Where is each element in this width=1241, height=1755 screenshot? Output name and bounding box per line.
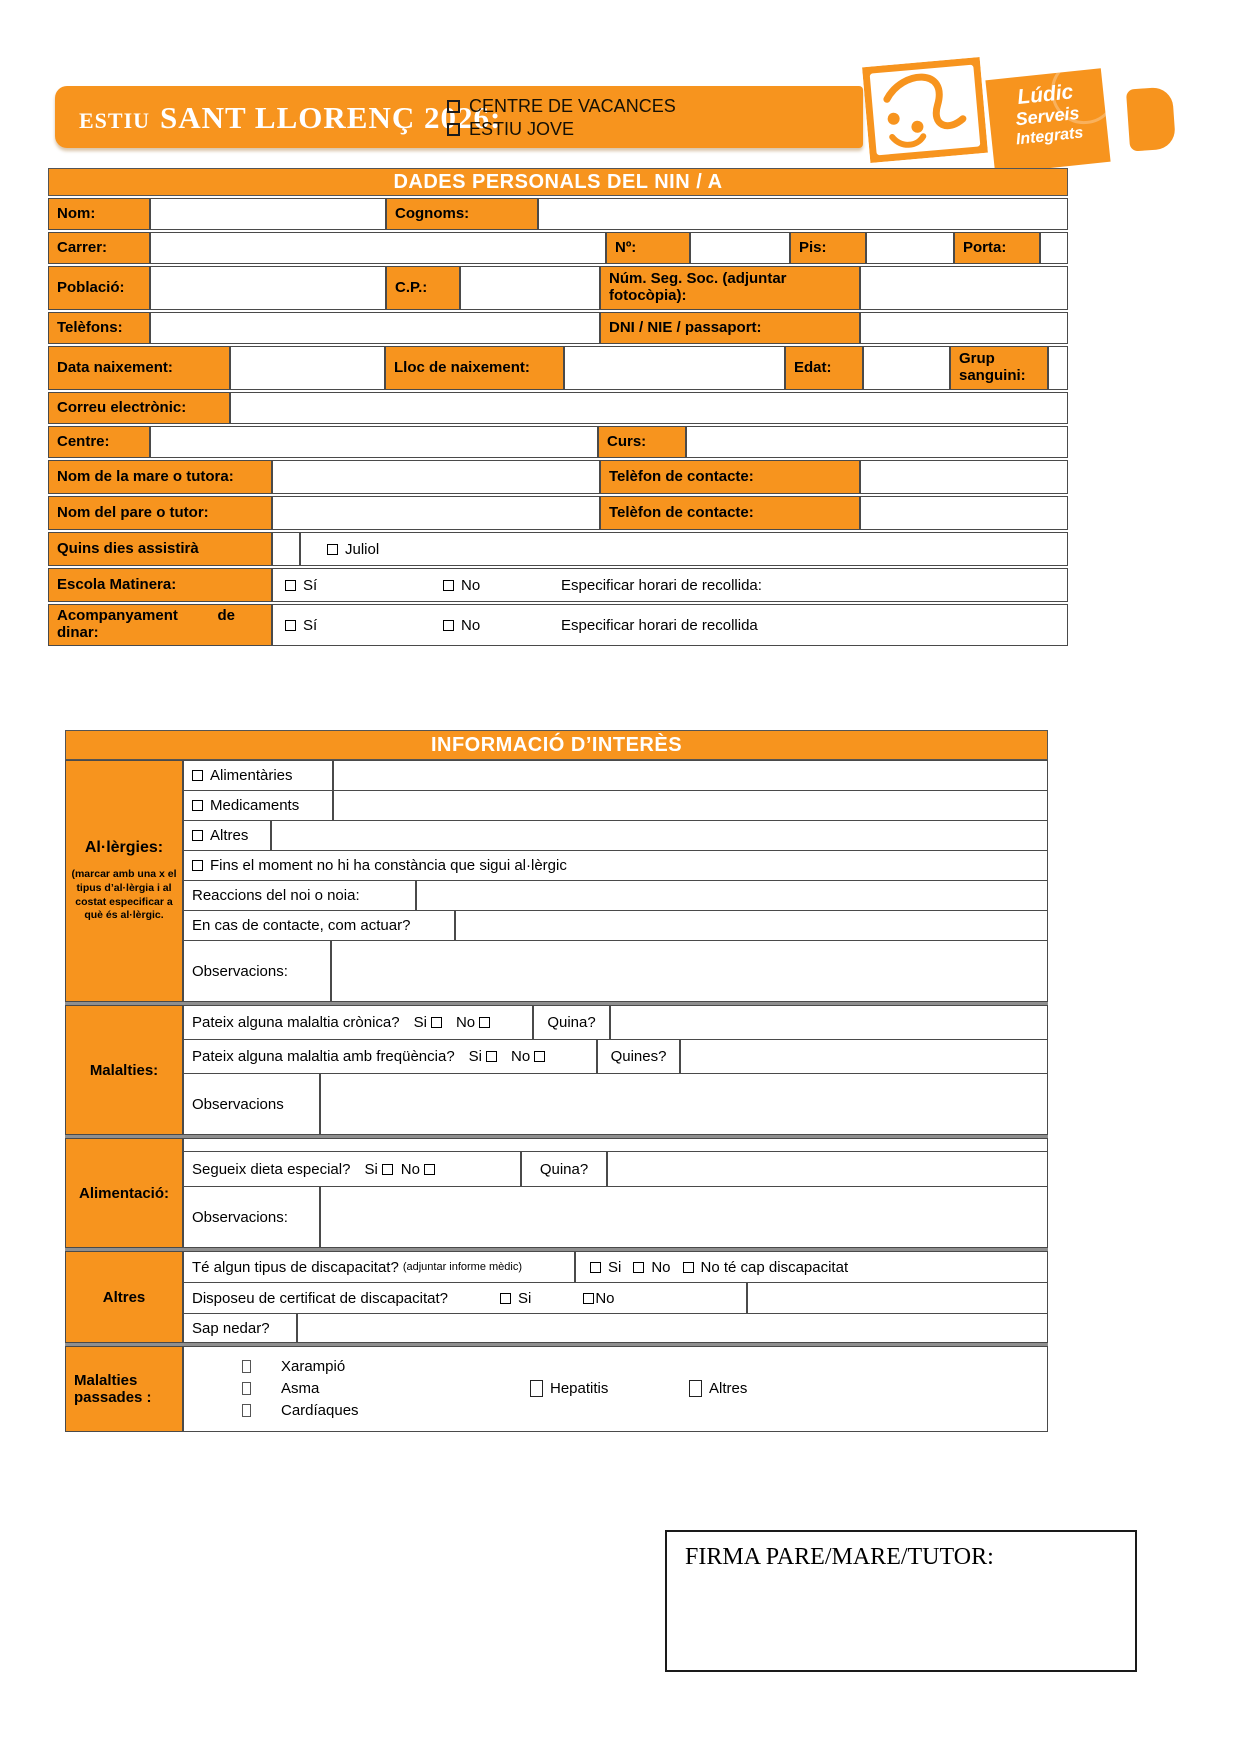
- dieta-especial-label: Segueix dieta especial?: [192, 1160, 351, 1178]
- si-option: Si: [414, 1014, 442, 1031]
- quina-label: Quina?: [533, 1005, 610, 1040]
- contacte-actuar-label: En cas de contacte, com actuar?: [183, 910, 455, 941]
- logo-face-icon: [862, 57, 988, 163]
- observacions-malalties-input[interactable]: [320, 1073, 1048, 1135]
- telefon-contacte-mare-label: Telèfon de contacte:: [600, 460, 860, 494]
- no-checkbox[interactable]: [424, 1164, 435, 1175]
- observacions-malalties-label: Observacions: [183, 1073, 320, 1135]
- escola-matinera-label: Escola Matinera:: [48, 568, 272, 602]
- observacions-allergies-label: Observacions:: [183, 940, 331, 1002]
- illnesses-label-cell: [65, 1005, 183, 1135]
- correu-label: Correu electrònic:: [48, 392, 230, 424]
- malaltia-cronica-label: Pateix alguna malaltia crònica?: [192, 1014, 400, 1031]
- option-label: ESTIU JOVE: [469, 119, 575, 139]
- diet-title: Alimentació:: [78, 1184, 169, 1202]
- option-label: CENTRE DE VACANCES: [469, 96, 676, 116]
- past-illnesses-title: Malalties passades :: [74, 1372, 152, 1406]
- grup-sanguini-label: Grup sanguini:: [950, 346, 1048, 390]
- logo-line: Serveis: [1014, 102, 1081, 130]
- cap-allergia-option: [183, 850, 1048, 881]
- allergies-label-cell: [65, 760, 183, 1002]
- row-nom: [48, 198, 1068, 230]
- cp-input[interactable]: [460, 266, 600, 310]
- edat-input[interactable]: [863, 346, 950, 390]
- si-checkbox[interactable]: [382, 1164, 393, 1175]
- row-acompanyament: [48, 604, 1068, 646]
- no-checkbox[interactable]: [534, 1051, 545, 1062]
- illnesses-block: [65, 1005, 1048, 1135]
- altres-checkbox[interactable]: [192, 830, 203, 841]
- si-option: Si: [590, 1259, 621, 1276]
- correu-input[interactable]: [230, 392, 1068, 424]
- lloc-naixement-input[interactable]: [564, 346, 785, 390]
- si-checkbox[interactable]: [285, 620, 296, 631]
- row-observacions-malalties: [183, 1073, 1048, 1135]
- cognoms-input[interactable]: [538, 198, 1068, 230]
- pis-label: Pis:: [790, 232, 866, 264]
- lloc-naixement-label: Lloc de naixement:: [385, 346, 564, 390]
- info-table: [65, 730, 1048, 1432]
- allergies-block: [65, 760, 1048, 1002]
- si-checkbox[interactable]: [590, 1262, 601, 1273]
- row-escola-matinera: [48, 568, 1068, 602]
- no-cap-checkbox[interactable]: [683, 1262, 694, 1273]
- no-checkbox[interactable]: [443, 580, 454, 591]
- si-label: Sí: [303, 576, 318, 594]
- altres-option: [183, 820, 271, 851]
- quins-dies-label: Quins dies assistirà: [48, 532, 272, 566]
- altres-label: Altres: [210, 827, 249, 844]
- signature-box[interactable]: [665, 1530, 1137, 1672]
- xarampio-checkbox[interactable]: [242, 1360, 251, 1373]
- title-main: SANT LLORENÇ 2026:: [160, 100, 502, 135]
- centre-label: Centre:: [48, 426, 150, 458]
- row-dieta-especial: [183, 1151, 1048, 1187]
- porta-label: Porta:: [954, 232, 1040, 264]
- row-telefons: [48, 312, 1068, 344]
- si-label: Sí: [303, 616, 318, 634]
- malaltia-cronica-input[interactable]: [610, 1005, 1048, 1040]
- seg-soc-label: Núm. Seg. Soc. (adjuntar fotocòpia):: [600, 266, 860, 310]
- certificat-label: Disposeu de certificat de discapacitat?: [192, 1289, 448, 1307]
- quina-label: Quina?: [521, 1151, 607, 1187]
- dni-input[interactable]: [860, 312, 1068, 344]
- numero-label: Nº:: [606, 232, 690, 264]
- malaltia-cronica-question: [183, 1005, 533, 1040]
- contacte-actuar-input[interactable]: [455, 910, 1048, 941]
- row-malaltia-frequencia: [183, 1039, 1048, 1074]
- si-checkbox[interactable]: [500, 1293, 511, 1304]
- acompanyament-options: [272, 604, 1068, 646]
- no-option: No: [633, 1259, 670, 1276]
- alimentaries-label: Alimentàries: [210, 767, 293, 784]
- cp-label: C.P.:: [386, 266, 460, 310]
- pare-label: Nom del pare o tutor:: [48, 496, 272, 530]
- row-cap-allergia: [183, 850, 1048, 881]
- logo-wordmark: [985, 68, 1110, 174]
- no-option: No: [583, 1290, 614, 1307]
- cardiaques-checkbox[interactable]: [242, 1404, 251, 1417]
- no-checkbox[interactable]: [479, 1017, 490, 1028]
- personal-data-header: DADES PERSONALS DEL NIN / A: [48, 168, 1068, 196]
- si-option: [285, 617, 443, 634]
- past-illnesses-label-cell: [65, 1346, 183, 1432]
- spacer-cell: [272, 532, 300, 566]
- row-certificat: [183, 1282, 1048, 1314]
- cognoms-label: Cognoms:: [386, 198, 538, 230]
- certificat-input[interactable]: [747, 1282, 1048, 1314]
- mare-input[interactable]: [272, 460, 600, 494]
- altres-passades-checkbox[interactable]: [689, 1380, 702, 1397]
- medicaments-label: Medicaments: [210, 797, 300, 814]
- logo-line: Integrats: [1015, 124, 1085, 149]
- no-label: No: [461, 576, 481, 594]
- discapacitat-question: [183, 1251, 575, 1283]
- option-centre-vacances[interactable]: [447, 95, 676, 118]
- quines-label: Quines?: [597, 1039, 680, 1074]
- medicaments-checkbox[interactable]: [192, 800, 203, 811]
- malaltia-frequencia-input[interactable]: [680, 1039, 1048, 1074]
- pare-input[interactable]: [272, 496, 600, 530]
- allergies-title: Al·lèrgies:: [84, 839, 164, 857]
- grup-sanguini-input[interactable]: [1048, 346, 1068, 390]
- data-naixement-input[interactable]: [230, 346, 385, 390]
- observacions-dieta-label: Observacions:: [183, 1186, 320, 1248]
- row-altres-allergia: [183, 820, 1048, 851]
- nom-input[interactable]: [150, 198, 386, 230]
- row-malaltia-cronica: [183, 1005, 1048, 1040]
- row-centre: [48, 426, 1068, 458]
- illnesses-title: Malalties:: [89, 1061, 159, 1079]
- seg-soc-input[interactable]: [860, 266, 1068, 310]
- row-correu: [48, 392, 1068, 424]
- carrer-input[interactable]: [150, 232, 606, 264]
- juliol-label: Juliol: [345, 540, 380, 558]
- no-checkbox[interactable]: [633, 1262, 644, 1273]
- row-pare: [48, 496, 1068, 530]
- hepatitis-option: [530, 1377, 608, 1399]
- alimentaries-option: [183, 760, 333, 791]
- form-title: [79, 86, 501, 148]
- past-illnesses-block: [65, 1346, 1048, 1432]
- escola-matinera-options: [272, 568, 1068, 602]
- row-observacions-allergies: [183, 940, 1048, 1002]
- discapacitat-note: (adjuntar informe mèdic): [402, 1261, 523, 1273]
- telefon-contacte-pare-label: Telèfon de contacte:: [600, 496, 860, 530]
- row-sap-nedar: [183, 1313, 1048, 1343]
- past-illness-row: [242, 1355, 1047, 1377]
- no-option: No: [511, 1048, 545, 1065]
- sap-nedar-label: Sap nedar?: [183, 1313, 297, 1343]
- porta-input[interactable]: [1040, 232, 1068, 264]
- especificar-label: Especificar horari de recollida: [561, 616, 758, 634]
- diet-block: [65, 1138, 1048, 1248]
- discapacitat-label: Té algun tipus de discapacitat?: [192, 1258, 399, 1276]
- curs-input[interactable]: [686, 426, 1068, 458]
- hepatitis-label: Hepatitis: [550, 1379, 609, 1397]
- altres-passades-label: Altres: [709, 1379, 748, 1397]
- numero-input[interactable]: [690, 232, 790, 264]
- si-option: Si: [500, 1290, 531, 1307]
- personal-data-table: [48, 168, 1068, 646]
- title-prefix: ESTIU: [79, 108, 151, 133]
- no-checkbox[interactable]: [443, 620, 454, 631]
- centre-input[interactable]: [150, 426, 598, 458]
- no-label: No: [461, 616, 481, 634]
- hepatitis-checkbox[interactable]: [530, 1380, 543, 1397]
- logo-line: Lúdic: [1016, 80, 1075, 110]
- cap-allergia-label: Fins el moment no hi ha constància que sigui al·lèrgic: [210, 857, 567, 874]
- si-checkbox[interactable]: [285, 580, 296, 591]
- no-option: [443, 577, 561, 594]
- info-header: INFORMACIÓ D’INTERÈS: [65, 730, 1048, 760]
- diet-rows: [183, 1138, 1048, 1248]
- curs-label: Curs:: [598, 426, 686, 458]
- row-poblacio: [48, 266, 1068, 310]
- observacions-allergies-input[interactable]: [331, 940, 1048, 1002]
- row-reaccions: [183, 880, 1048, 911]
- row-contacte-actuar: [183, 910, 1048, 941]
- row-observacions-dieta: [183, 1186, 1048, 1248]
- row-carrer: [48, 232, 1068, 264]
- alimentaries-checkbox[interactable]: [192, 770, 203, 781]
- illnesses-rows: [183, 1005, 1048, 1135]
- row-medicaments: [183, 790, 1048, 821]
- telefon-contacte-pare-input[interactable]: [860, 496, 1068, 530]
- si-option: [285, 577, 443, 594]
- si-option: Si: [469, 1048, 497, 1065]
- no-option: No: [401, 1161, 435, 1178]
- edat-label: Edat:: [785, 346, 863, 390]
- dieta-especial-input[interactable]: [607, 1151, 1048, 1187]
- malaltia-frequencia-label: Pateix alguna malaltia amb freqüència?: [192, 1048, 455, 1065]
- checkbox-icon[interactable]: [447, 100, 460, 113]
- telefons-input[interactable]: [150, 312, 600, 344]
- row-diet-spacer: [183, 1138, 1048, 1152]
- row-naixement: [48, 346, 1068, 390]
- poblacio-input[interactable]: [150, 266, 386, 310]
- program-options: [447, 95, 676, 141]
- allergies-note: (marcar amb una x el tipus d’al·lèrgia i al costat especificar a què és al·lèrgic.: [71, 868, 177, 922]
- medicaments-option: [183, 790, 333, 821]
- no-checkbox[interactable]: [583, 1293, 594, 1304]
- other-label-cell: [65, 1251, 183, 1343]
- logo-tab-shape: [1126, 86, 1176, 151]
- si-checkbox[interactable]: [486, 1051, 497, 1062]
- alimentaries-input[interactable]: [333, 760, 1048, 791]
- no-option: No: [456, 1014, 490, 1031]
- no-option: [443, 617, 561, 634]
- other-block: [65, 1251, 1048, 1343]
- pis-input[interactable]: [866, 232, 954, 264]
- diet-spacer-cell: [183, 1138, 1048, 1152]
- malaltia-frequencia-question: [183, 1039, 597, 1074]
- other-rows: [183, 1251, 1048, 1343]
- checkbox-icon[interactable]: [447, 123, 460, 136]
- si-option: Si: [364, 1161, 392, 1178]
- row-mare: [48, 460, 1068, 494]
- si-checkbox[interactable]: [431, 1017, 442, 1028]
- past-illnesses-cell: [183, 1346, 1048, 1432]
- observacions-dieta-input[interactable]: [320, 1186, 1048, 1248]
- asma-label: Asma: [281, 1379, 320, 1397]
- carrer-label: Carrer:: [48, 232, 150, 264]
- logo-face-drawing: [862, 57, 988, 163]
- no-cap-discapacitat-option: No té cap discapacitat: [683, 1259, 849, 1276]
- telefons-label: Telèfons:: [48, 312, 150, 344]
- xarampio-label: Xarampió: [281, 1357, 346, 1375]
- diet-label-cell: [65, 1138, 183, 1248]
- cap-allergia-checkbox[interactable]: [192, 860, 203, 871]
- allergies-rows: [183, 760, 1048, 1002]
- medicaments-input[interactable]: [333, 790, 1048, 821]
- altres-passades-option: [689, 1377, 747, 1399]
- mare-label: Nom de la mare o tutora:: [48, 460, 272, 494]
- option-estiu-jove[interactable]: [447, 118, 676, 141]
- other-title: Altres: [102, 1288, 146, 1306]
- asma-checkbox[interactable]: [242, 1382, 251, 1395]
- sap-nedar-input[interactable]: [297, 1313, 1048, 1343]
- row-quins-dies: [48, 532, 1068, 566]
- poblacio-label: Població:: [48, 266, 150, 310]
- acompanyament-label: Acompanyament de dinar:: [48, 604, 272, 646]
- juliol-checkbox[interactable]: [327, 544, 338, 555]
- juliol-option-cell: [300, 532, 1068, 566]
- past-illness-row: [242, 1399, 1047, 1421]
- reaccions-label: Reaccions del noi o noia:: [183, 880, 416, 911]
- discapacitat-options: [575, 1251, 1048, 1283]
- cardiaques-label: Cardíaques: [281, 1401, 359, 1419]
- row-alimentaries: [183, 760, 1048, 791]
- telefon-contacte-mare-input[interactable]: [860, 460, 1068, 494]
- dni-label: DNI / NIE / passaport:: [600, 312, 860, 344]
- data-naixement-label: Data naixement:: [48, 346, 230, 390]
- reaccions-input[interactable]: [416, 880, 1048, 911]
- certificat-question: [183, 1282, 747, 1314]
- nom-label: Nom:: [48, 198, 150, 230]
- especificar-label: Especificar horari de recollida:: [561, 576, 762, 594]
- row-discapacitat: [183, 1251, 1048, 1283]
- signature-label: FIRMA PARE/MARE/TUTOR:: [685, 1544, 994, 1570]
- past-illness-row: [242, 1377, 1047, 1399]
- altres-input[interactable]: [271, 820, 1048, 851]
- dieta-especial-question: [183, 1151, 521, 1187]
- header-bar: [55, 86, 863, 148]
